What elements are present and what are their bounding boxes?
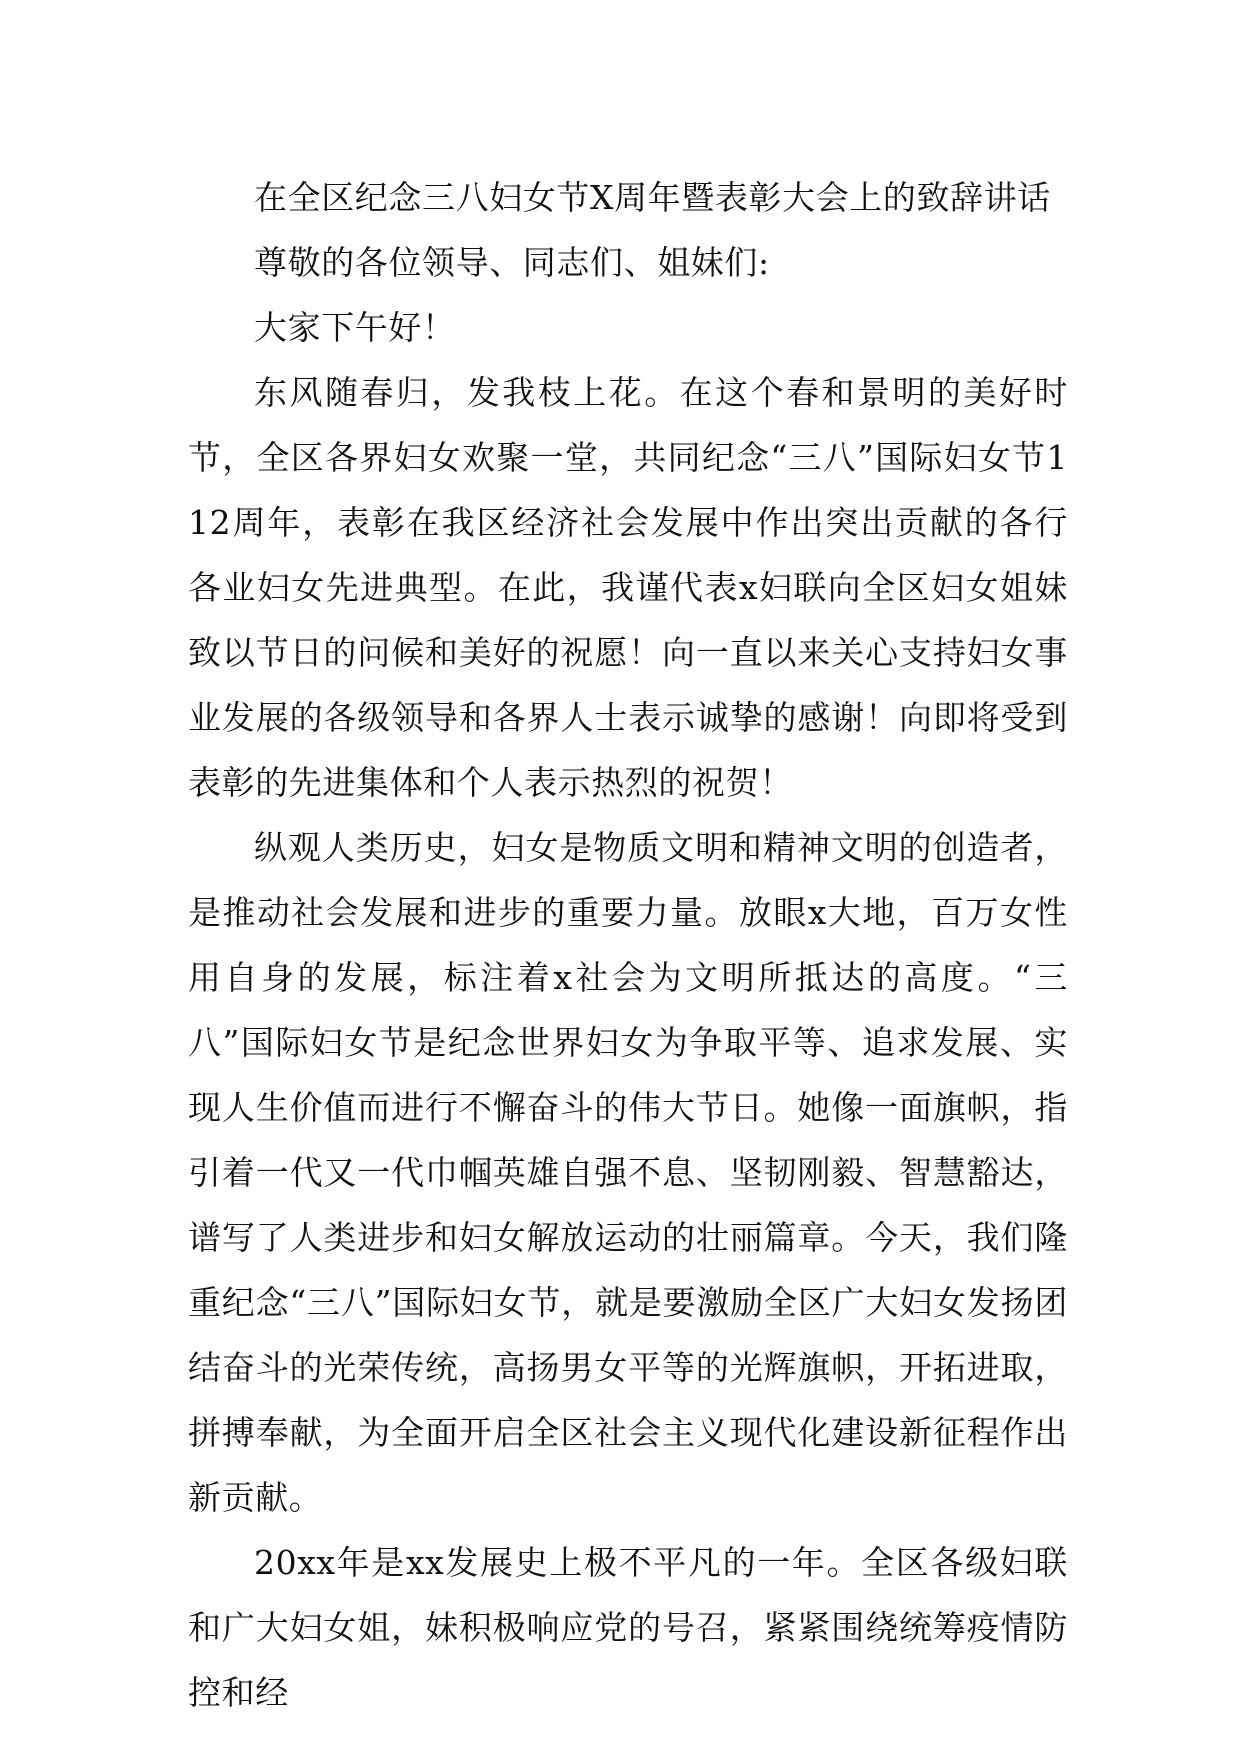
body-paragraph: 纵观人类历史，妇女是物质文明和精神文明的创造者，是推动社会发展和进步的重要力量。放眼x大地，百万女性用自身的发展，标注着x社会为文明所抵达的高度。“三八”国际妇女节是纪念世界妇女为争取平等、追求发展、实现人生价值而进行不懈奋斗的伟大节日。她像一面旗帜，指引着一代又一代巾帼英雄自强不息、坚韧刚毅、智慧豁达，谱写了人类进步和妇女解放运动的壮丽篇章。今天，我们隆重纪念“三八”国际妇女节，就是要激励全区广大妇女发扬团结奋斗的光荣传统，高扬男女平等的光辉旗帜，开拓进取，拼搏奉献，为全面开启全区社会主义现代化建设新征程作出新贡献。: [188, 828, 1068, 1517]
document-body: [188, 165, 1068, 1725]
body-paragraph: 20xx年是xx发展史上极不平凡的一年。全区各级妇联和广大妇女姐，妹积极响应党的号召，紧紧围绕统筹疫情防控和经: [188, 1543, 1068, 1712]
document-title: 在全区纪念三八妇女节X周年暨表彰大会上的致辞讲话: [254, 178, 1051, 217]
greeting-line: 大家下午好！: [254, 308, 456, 347]
salutation-line: 尊敬的各位领导、同志们、姐妹们:: [254, 243, 770, 282]
body-paragraph: 东风随春归，发我枝上花。在这个春和景明的美好时节，全区各界妇女欢聚一堂，共同纪念“三八”国际妇女节112周年，表彰在我区经济社会发展中作出突出贡献的各行各业妇女先进典型。在此，我谨代表x妇联向全区妇女姐妹致以节日的问候和美好的祝愿！向一直以来关心支持妇女事业发展的各级领导和各界人士表示诚挚的感谢！向即将受到表彰的先进集体和个人表示热烈的祝贺！: [188, 373, 1068, 802]
